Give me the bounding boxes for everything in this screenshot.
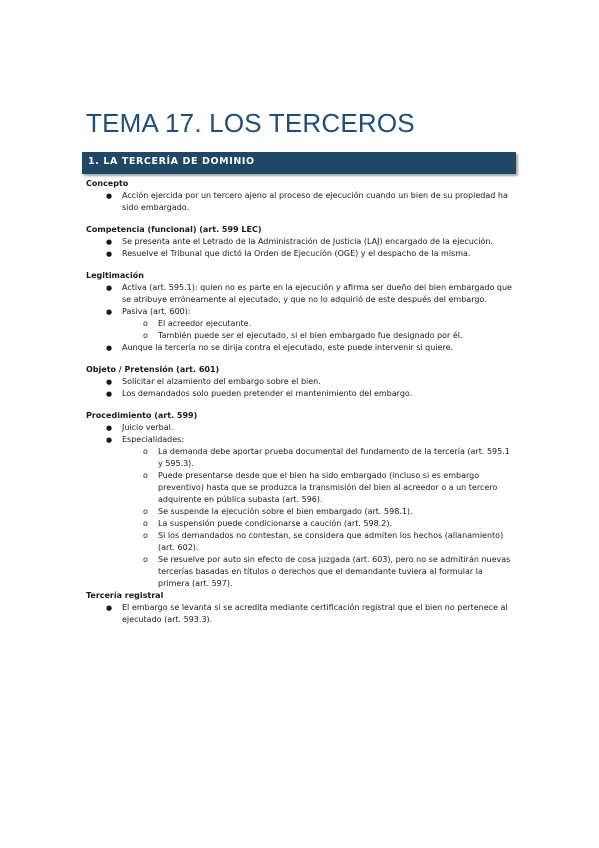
list-competencia	[86, 236, 516, 260]
sub-bullet-icon: o	[143, 531, 148, 540]
list-item: ● Aunque la tercería no se dirija contra el ejecutado, este puede intervenir si quiere.	[106, 343, 454, 352]
heading-competencia: Competencia (funcional) (art. 599 LEC)	[86, 225, 262, 234]
list-procedimiento	[86, 422, 516, 590]
sub-bullet-icon: o	[143, 519, 148, 528]
sub-bullet-icon: o	[143, 471, 148, 480]
list-item: ● El embargo se levanta si se acredita mediante certificación registral que el bien no pertenece al ejecutado (art. 593.3).	[106, 603, 508, 624]
sub-list-item: o Si los demandados no contestan, se considera que admiten los hechos (allanamiento) (art. 602).	[143, 531, 504, 552]
sub-bullet-icon: o	[143, 555, 148, 564]
list-item: ● Los demandados solo pueden pretender el mantenimiento del embargo.	[106, 389, 413, 398]
bullet-icon: ●	[106, 192, 113, 200]
page-title: TEMA 17. LOS TERCEROS	[86, 108, 415, 138]
list-item: ● Activa (art. 595.1): quien no es parte en la ejecución y afirma ser dueño del bien embargado que se atribuye erróneamente al ejecutado, y que no lo adquirió de este después del embargo.	[106, 283, 512, 304]
sub-list-item: o También puede ser el ejecutado, si el bien embargado fue designado por él.	[143, 331, 463, 340]
bullet-icon: ●	[106, 378, 113, 386]
bullet-icon: ●	[106, 390, 113, 398]
list-item: ● Especialidades: o La demanda debe aportar prueba documental del fundamento de la tercería (art. 595.1 y 595.3). o Puede presentarse desde que el bien ha sido embargado (incluso si es embargo preventivo) hasta que se produzca la transmisión del bien al acreedor o a un tercero adquirente en pública subasta (art. 596). o Se suspende la ejecución sobre el bien embargado (art. 598.1). o La suspensión puede condicionarse a caución (art. 598.2). o Si los demandados no contestan, se considera que admiten los hechos (allanamiento) (art. 602). o Se resuelve por auto sin efecto de cosa juzgada (art. 603), pero no se admitirán nuevas tercerías basadas en títulos o derechos que el demandante tuviera al formular la primera (art. 597).	[86, 434, 516, 590]
list-item: ● Juicio verbal.	[106, 423, 174, 432]
section-title: 1. LA TERCERÍA DE DOMINIO	[88, 156, 255, 167]
list-objeto	[86, 376, 516, 400]
sublist-pasiva	[122, 318, 516, 342]
sub-bullet-icon: o	[143, 319, 148, 328]
bullet-icon: ●	[106, 344, 113, 352]
heading-concepto: Concepto	[86, 179, 129, 188]
list-item: ● Se presenta ante el Letrado de la Administración de Justicia (LAJ) encargado de la ejecución.	[106, 237, 493, 246]
list-item: ● Solicitar el alzamiento del embargo sobre el bien.	[106, 377, 321, 386]
bullet-icon: ●	[106, 424, 113, 432]
bullet-icon: ●	[106, 284, 113, 292]
bullet-icon: ●	[106, 238, 113, 246]
sublist-especialidades	[122, 446, 516, 590]
heading-procedimiento: Procedimiento (art. 599)	[86, 411, 198, 420]
sub-list-item: o Se suspende la ejecución sobre el bien embargado (art. 598.1).	[143, 507, 413, 516]
document-content	[86, 178, 516, 626]
bullet-icon: ●	[106, 250, 113, 258]
section-header-bar	[82, 152, 516, 174]
sub-list-item: o Puede presentarse desde que el bien ha sido embargado (incluso si es embargo preventivo) hasta que se produzca la transmisión del bien al acreedor o a un tercero adquirente en pública subasta (art. 596).	[143, 471, 498, 504]
sub-bullet-icon: o	[143, 507, 148, 516]
heading-objeto: Objeto / Pretensión (art. 601)	[86, 365, 220, 374]
sub-list-item: o Se resuelve por auto sin efecto de cosa juzgada (art. 603), pero no se admitirán nuevas tercerías basadas en títulos o derechos que el demandante tuviera al formular la primera (art. 597).	[143, 555, 511, 588]
heading-legitimacion: Legitimación	[86, 271, 144, 280]
bullet-icon: ●	[106, 436, 113, 444]
heading-registral: Tercería registral	[86, 591, 164, 600]
list-legitimacion	[86, 282, 516, 354]
bullet-icon: ●	[106, 308, 113, 316]
list-item: ● Pasiva (art. 600): o El acreedor ejecutante. o También puede ser el ejecutado, si el bien embargado fue designado por él.	[86, 306, 516, 342]
list-registral	[86, 602, 516, 626]
list-item: ● Resuelve el Tribunal que dictó la Orden de Ejecución (OGE) y el despacho de la misma.	[106, 249, 471, 258]
sub-list-item: o La suspensión puede condicionarse a caución (art. 598.2).	[143, 519, 393, 528]
list-item: ● Acción ejercida por un tercero ajeno al proceso de ejecución cuando un bien de su propiedad ha sido embargado.	[106, 191, 508, 212]
list-concepto	[86, 190, 516, 214]
sub-bullet-icon: o	[143, 447, 148, 456]
sub-list-item: o La demanda debe aportar prueba documental del fundamento de la tercería (art. 595.1 y 595.3).	[143, 447, 510, 468]
sub-bullet-icon: o	[143, 331, 148, 340]
bullet-icon: ●	[106, 604, 113, 612]
sub-list-item: o El acreedor ejecutante.	[143, 319, 252, 328]
